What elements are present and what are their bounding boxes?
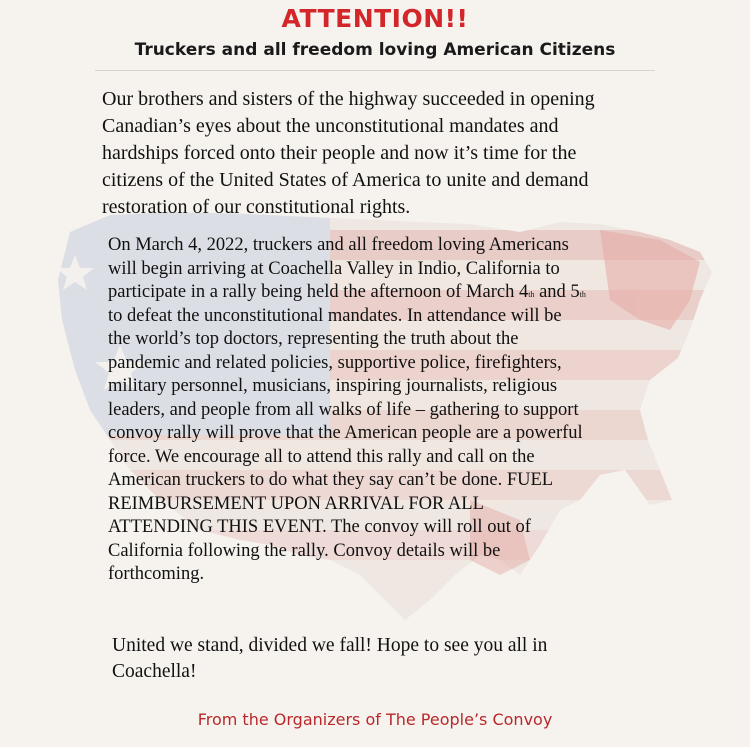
intro-line: citizens of the United States of America to unite and demand — [102, 169, 589, 191]
body-line: leaders, and people from all walks of life – gathering to support — [108, 399, 579, 420]
body-line: the world’s top doctors, representing the truth about the — [108, 329, 519, 349]
body-line: On March 4, 2022, truckers and all freedom loving Americans — [108, 235, 569, 255]
body-line: to defeat the unconstitutional mandates. In attendance will be — [108, 305, 562, 326]
body-line: REIMBURSEMENT UPON ARRIVAL FOR ALL — [108, 493, 484, 514]
closing-line: United we stand, divided we fall! Hope to see you all in — [112, 635, 548, 656]
body-text: and 5 — [534, 282, 580, 302]
intro-line: Our brothers and sisters of the highway succeeded in opening — [102, 88, 595, 110]
body-line: force. We encourage all to attend this rally and call on the — [108, 446, 535, 467]
header-divider — [95, 70, 655, 71]
body-line: California following the rally. Convoy details will be — [108, 540, 501, 561]
body-line: ATTENDING THIS EVENT. The convoy will roll out of — [108, 517, 531, 537]
intro-line: hardships forced onto their people and now it’s time for the — [102, 142, 577, 164]
closing-line: Coachella! — [112, 661, 197, 682]
closing-paragraph — [112, 633, 547, 685]
event-details-paragraph — [108, 234, 586, 587]
intro-line: restoration of our constitutional rights. — [102, 196, 411, 218]
ordinal-suffix: th — [528, 290, 535, 299]
body-line: convoy rally will prove that the American people are a powerful — [108, 423, 583, 443]
intro-paragraph — [102, 86, 595, 221]
body-line: American truckers to do what they say can’t be done. FUEL — [108, 470, 554, 490]
organizer-credit: From the Organizers of The People’s Convoy — [197, 710, 553, 729]
audience-subheading: Truckers and all freedom loving American Citizens — [134, 40, 616, 60]
ordinal-suffix: th — [579, 290, 586, 299]
body-text: participate in a rally being held the afternoon of March 4 — [108, 282, 529, 302]
body-line: will begin arriving at Coachella Valley in Indio, California to — [108, 258, 560, 279]
body-line-dates — [108, 281, 586, 305]
body-line: forthcoming. — [108, 564, 205, 584]
intro-line: Canadian’s eyes about the unconstitutional mandates and — [102, 115, 559, 137]
attention-heading: ATTENTION!! — [281, 4, 469, 33]
body-line: military personnel, musicians, inspiring journalists, religious — [108, 376, 558, 396]
body-line: pandemic and related policies, supportive police, firefighters, — [108, 352, 562, 373]
